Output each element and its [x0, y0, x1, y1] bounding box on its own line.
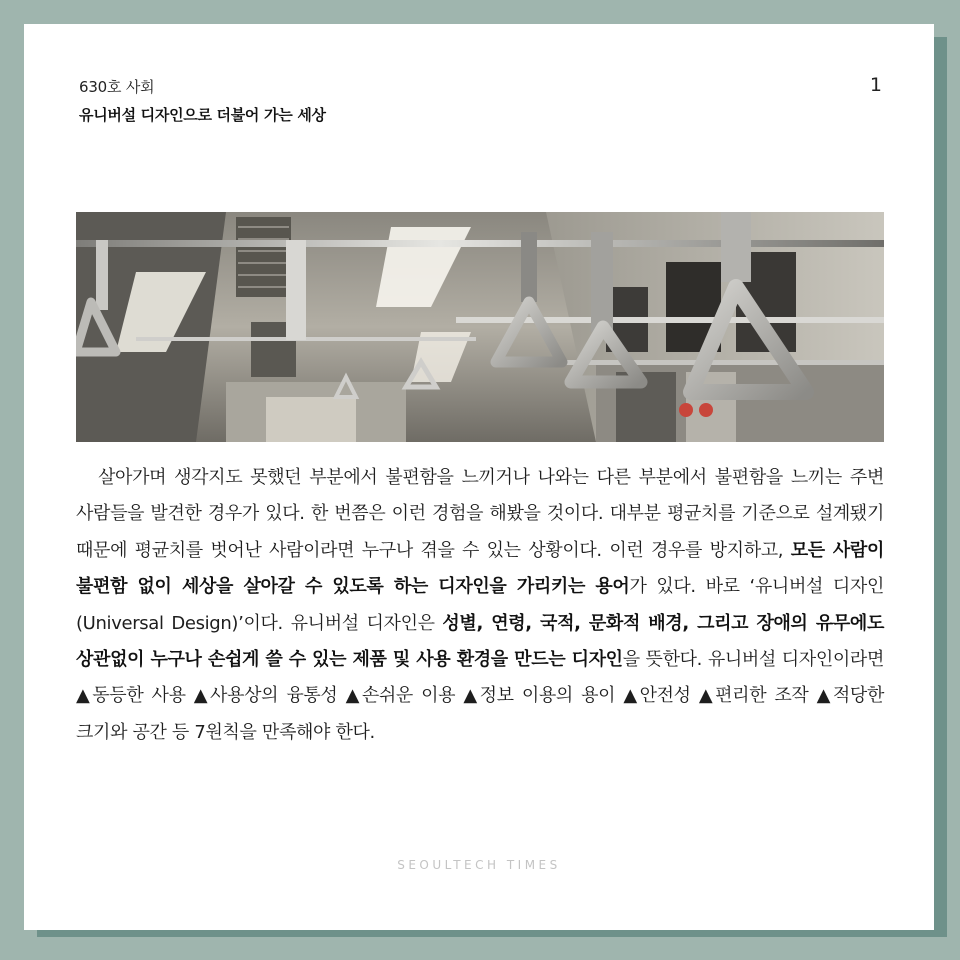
article-body	[76, 460, 884, 751]
issue-label: 630호 사회	[79, 78, 155, 96]
body-emphasis-1: 모든 사람이 불편함 없이 세상을 살아갈 수 있도록 하는 디자인을 가리키는 용어	[76, 539, 884, 598]
body-text-1: 살아가며 생각지도 못했던 부분에서 불편함을 느끼거나 나와는 다른 부분에서 불편함을 느끼는 주변 사람들을 발견한 경우가 있다. 한 번쯤은 이런 경험을 해봤을 것이다. 대부분 평균치를 기준으로 설계됐기 때문에 평균치를 벗어난 사람이라면 누구나 겪을 수 있는 상황이다. 이런 경우를 방지하고,	[76, 467, 884, 561]
article-title: 유니버설 디자인으로 더불어 가는 세상	[79, 106, 326, 124]
body-text-2: 가 있다. 바로 ‘유니버설 디자인(Universal Design)’이다. 유니버설 디자인은	[76, 576, 884, 634]
body-emphasis-2: 성별, 연령, 국적, 문화적 배경, 그리고 장애의 유무에도 상관없이 누구나 손쉽게 쓸 수 있는 제품 및 사용 환경을 만드는 디자인	[76, 612, 884, 671]
footer-brand: SEOULTECH TIMES	[397, 858, 561, 872]
page-number: 1	[869, 74, 882, 96]
body-text-3: 을 뜻한다. 유니버설 디자인이라면 ▲동등한 사용 ▲사용상의 융통성 ▲손쉬운 이용 ▲정보 이용의 용이 ▲안전성 ▲편리한 조작 ▲적당한 크기와 공간 등 7원칙을 만족해야 한다.	[76, 649, 884, 743]
article-card	[24, 24, 934, 930]
subway-interior-photo	[76, 212, 884, 442]
